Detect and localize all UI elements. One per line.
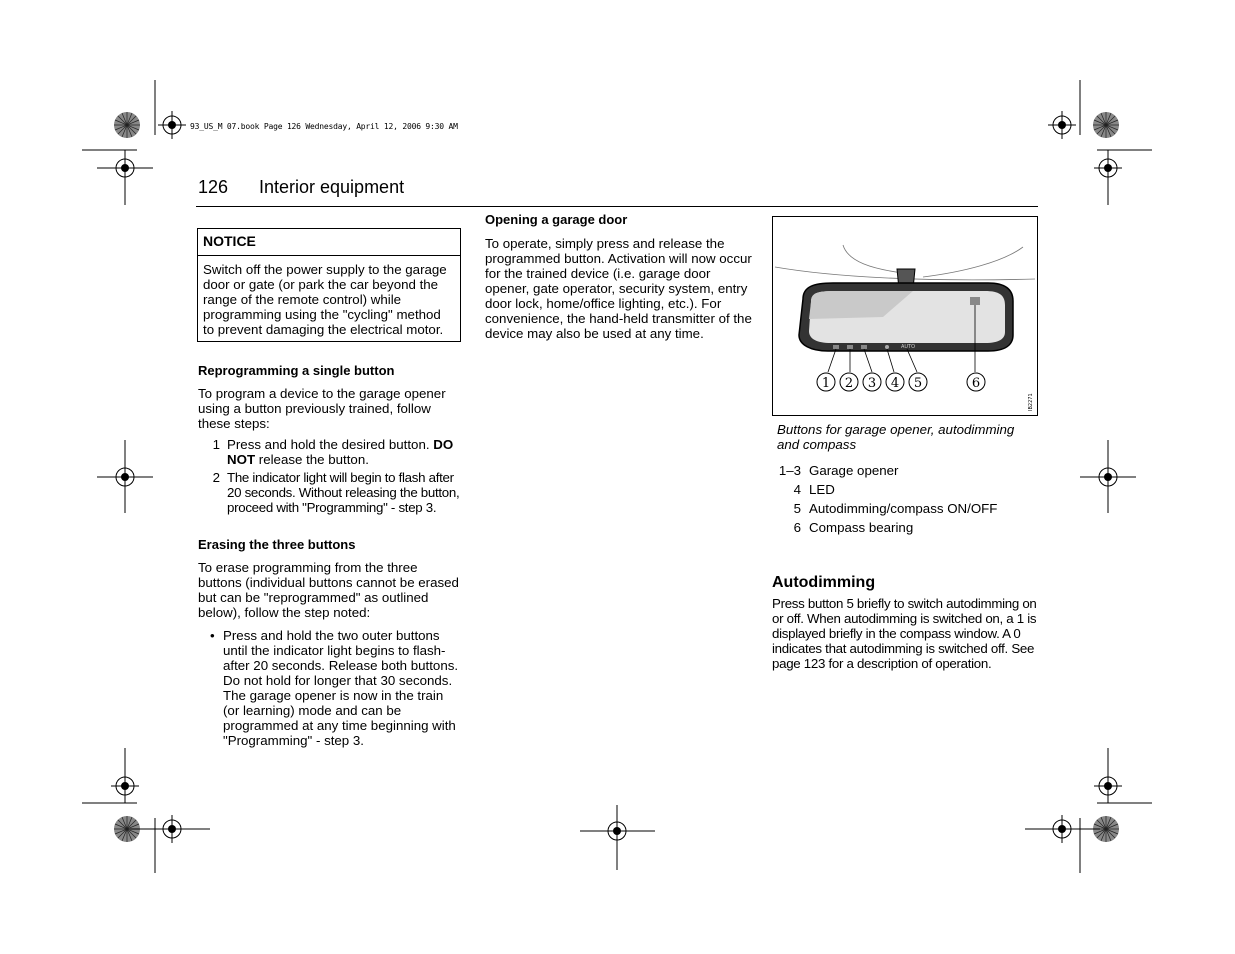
- column-middle: [485, 212, 753, 341]
- legend-number: 1–3: [778, 463, 801, 478]
- step-text: The indicator light will begin to flash after 20 seconds. Without releasing the button, proceed with "Programming" - step 3.: [227, 470, 460, 515]
- header-divider: [196, 206, 1038, 207]
- mirror-figure: [772, 216, 1038, 416]
- legend-row: [772, 480, 1038, 499]
- erasing-bullet-text: Press and hold the two outer buttons until the indicator light begins to flash-after 20 seconds. Release both buttons. Do not hold for longer that 30 seconds. The garage opener is now in the train (or learning) mode and can be programmed at any time beginning with "Programming" - step 3.: [223, 628, 459, 748]
- step-number: 1: [212, 437, 220, 452]
- erasing-bullet-item: [198, 628, 463, 748]
- legend-text: Compass bearing: [809, 520, 914, 535]
- column-left: [198, 228, 463, 748]
- reprogramming-steps: [198, 437, 463, 515]
- notice-body: Switch off the power supply to the garage door or gate (or park the car beyond the range of the remote control) while programming using the "cycling" method to prevent damaging the electrical motor.: [203, 262, 447, 337]
- step-item: [198, 437, 463, 467]
- legend-number: 5: [793, 501, 801, 516]
- autodimming-heading: Autodimming: [772, 574, 876, 591]
- callout-2: 2: [844, 376, 854, 391]
- legend-number: 4: [793, 482, 801, 497]
- print-info-line: 93_US_M 07.book Page 126 Wednesday, April 12, 2006 9:30 AM: [190, 122, 458, 131]
- legend-text: Autodimming/compass ON/OFF: [809, 501, 998, 516]
- legend-text: LED: [809, 482, 835, 497]
- step-item: [198, 470, 463, 515]
- button-label-auto: AUTO: [901, 344, 916, 350]
- legend-text: Garage opener: [809, 463, 899, 478]
- notice-box: [197, 228, 461, 342]
- step-text: Press and hold the desired button. DO NOT release the button.: [227, 437, 454, 467]
- notice-title: NOTICE: [198, 229, 460, 256]
- section-title: Interior equipment: [259, 177, 405, 197]
- erasing-heading: Erasing the three buttons: [198, 537, 356, 552]
- callout-3: 3: [867, 376, 877, 391]
- legend-row: [772, 461, 1038, 480]
- figure-caption: Buttons for garage opener, autodimming and compass: [777, 422, 1015, 452]
- callout-6: 6: [971, 376, 981, 391]
- figure-legend: [772, 461, 1038, 537]
- autodimming-body: Press button 5 briefly to switch autodimming on or off. When autodimming is switched on, a 1 is displayed briefly in the compass window. A 0 indicates that autodimming is switched off. See page 123 for a description of operation.: [772, 596, 1037, 671]
- reprogramming-heading: Reprogramming a single button: [198, 363, 395, 378]
- page-number: 126: [198, 177, 229, 197]
- rearview-mirror-illustration: [773, 217, 1037, 415]
- callout-5: 5: [913, 376, 923, 391]
- step-number: 2: [212, 470, 220, 485]
- legend-row: [772, 518, 1038, 537]
- opening-body: To operate, simply press and release the programmed button. Activation will now occur for the trained device (i.e. garage door opener, gate operator, security system, entry door lock, home/office lighting, etc.). For convenience, the hand-held transmitter of the device may also be used at any time.: [485, 236, 752, 341]
- erasing-intro: To erase programming from the three buttons (individual buttons cannot be erased but can be "reprogrammed" as outlined below), follow the step noted:: [198, 560, 459, 620]
- opening-heading: Opening a garage door: [485, 212, 628, 227]
- reprogramming-intro: To program a device to the garage opener using a button previously trained, follow these steps:: [198, 386, 446, 431]
- legend-number: 6: [793, 520, 801, 535]
- figure-code: IB2271: [1028, 393, 1034, 411]
- callout-4: 4: [890, 376, 900, 391]
- legend-row: [772, 499, 1038, 518]
- callout-1: 1: [821, 376, 831, 391]
- column-right: [772, 216, 1038, 671]
- bullet-mark: •: [210, 628, 215, 643]
